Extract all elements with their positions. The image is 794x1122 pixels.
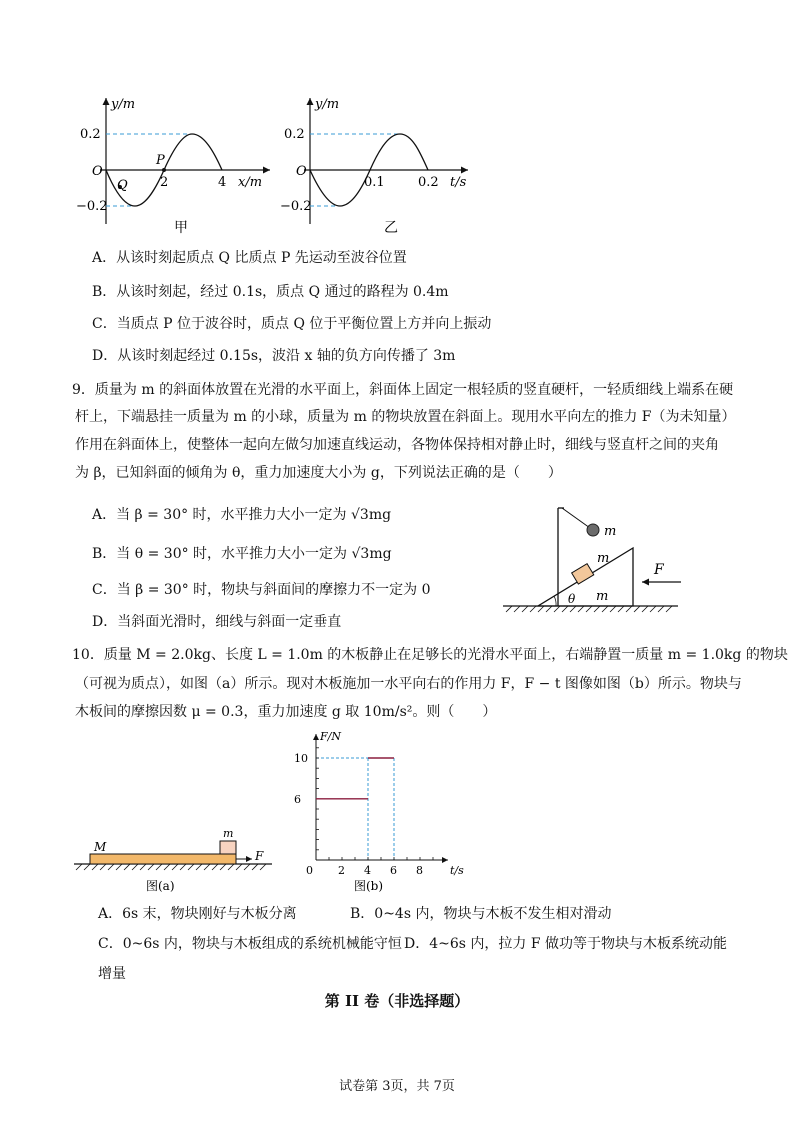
point-q-label: Q: [117, 178, 128, 193]
q10-option-b: B．0~4s 内，物块与木板不发生相对滑动: [350, 906, 612, 922]
y-tick-top: 0.2: [284, 127, 305, 142]
q8-option-c: C．当质点 P 位于波谷时，质点 Q 位于平衡位置上方并向上振动: [92, 316, 492, 332]
y-tick-bottom: −0.2: [280, 199, 312, 214]
q10-option-d-cont: 增量: [98, 966, 126, 982]
q10-stem-line-2: （可视为质点），如图（a）所示。现对木板施加一水平向右的作用力 F，F − t 图像如图（b）所示。物块与: [75, 676, 742, 692]
q9-option-a: A．当 β = 30° 时，水平推力大小一定为 √3mg: [92, 507, 392, 523]
point-p-label: P: [156, 153, 165, 168]
ft-ticks: [294, 748, 433, 877]
x-tick-label: 4: [364, 864, 371, 877]
x-axis-label: t/s: [450, 175, 467, 190]
small-block: [220, 841, 236, 854]
block-label: m: [597, 551, 610, 566]
force-label: F: [255, 849, 264, 863]
x-tick-4: 4: [218, 175, 227, 190]
caption-b: 图(b): [354, 879, 384, 893]
y-axis-label: F/N: [320, 730, 341, 743]
angle-arc: [554, 596, 556, 606]
origin-label: 0: [306, 864, 313, 877]
x-axis-label: x/m: [238, 175, 263, 190]
force-label: F: [654, 562, 664, 578]
q8-option-d: D．从该时刻起经过 0.15s，波沿 x 轴的负方向传播了 3m: [92, 348, 456, 364]
block-label: m: [223, 827, 234, 840]
string: [562, 508, 590, 528]
ground-hatch: [506, 606, 672, 612]
ground-hatch: [76, 864, 266, 870]
caption-yi: 乙: [384, 220, 398, 236]
wedge-label: m: [596, 589, 609, 604]
ft-grid: [316, 758, 394, 860]
ft-series: [316, 758, 394, 799]
x-axis-label: t/s: [450, 864, 464, 877]
graph-jia: [76, 92, 280, 238]
q8-option-a: A．从该时刻起质点 Q 比质点 P 先运动至波谷位置: [92, 250, 407, 266]
ball: [587, 524, 599, 536]
board: [90, 854, 236, 864]
y-axis-label: y/m: [111, 97, 136, 112]
q9-stem-line-4: 为 β，已知斜面的倾角为 θ，重力加速度大小为 g，下列说法正确的是（ ）: [75, 465, 562, 481]
x-tick-0-1: 0.1: [364, 175, 385, 190]
q10-figure-a: [72, 824, 292, 896]
q9-stem-line-3: 作用在斜面体上，使整体一起向左做匀加速直线运动，各物体保持相对静止时，细线与竖直杆之间的夹角: [75, 437, 719, 453]
y-tick-label: 10: [294, 752, 308, 765]
q9-stem-line-1: 9．质量为 m 的斜面体放置在光滑的水平面上，斜面体上固定一根轻质的竖直硬杆，一轻质细线上端系在硬: [72, 382, 734, 398]
caption-a: 图(a): [146, 879, 175, 893]
page-footer: 试卷第 3页，共 7页: [339, 1079, 455, 1094]
q9-option-b: B．当 θ = 30° 时，水平推力大小一定为 √3mg: [92, 546, 392, 562]
q9-option-d: D．当斜面光滑时，细线与斜面一定垂直: [92, 614, 342, 630]
block-on-slope: [572, 564, 594, 584]
section-heading: 第 II 卷（非选择题）: [324, 992, 470, 1010]
x-tick-label: 6: [390, 864, 397, 877]
caption-jia: 甲: [174, 220, 188, 236]
angle-label: θ: [568, 592, 576, 606]
ball-label: m: [604, 524, 617, 539]
q10-option-a: A．6s 末，物块刚好与木板分离: [98, 906, 297, 922]
q10-stem-line-1: 10．质量 M = 2.0kg、长度 L = 1.0m 的木板静止在足够长的光滑水平面上，右端静置一质量 m = 1.0kg 的物块: [72, 647, 788, 663]
q10-option-d: D．4~6s 内，拉力 F 做功等于物块与木板系统动能: [404, 936, 728, 952]
q10-stem-line-3: 木板间的摩擦因数 μ = 0.3，重力加速度 g 取 10m/s²。则（ ）: [75, 704, 497, 720]
q10-figure-b: [290, 728, 470, 898]
origin-label: O: [296, 164, 307, 179]
x-tick-label: 8: [416, 864, 423, 877]
q10-option-c: C．0~6s 内，物块与木板组成的系统机械能守恒: [98, 936, 402, 952]
y-tick-bottom: −0.2: [76, 199, 108, 214]
point-p-dot: [162, 168, 166, 172]
origin-label: O: [92, 164, 103, 179]
q9-stem-line-2: 杆上，下端悬挂一质量为 m 的小球，质量为 m 的物块放置在斜面上。现用水平向左的推力 F（为未知量）: [75, 409, 736, 425]
x-tick-2: 2: [160, 175, 169, 190]
q8-option-b: B．从该时刻起，经过 0.1s，质点 Q 通过的路程为 0.4m: [92, 284, 449, 300]
graph-yi: [280, 92, 484, 238]
x-tick-label: 2: [338, 864, 345, 877]
y-axis-label: y/m: [315, 97, 340, 112]
q9-figure: [498, 500, 688, 625]
q9-option-c: C．当 β = 30° 时，物块与斜面间的摩擦力不一定为 0: [92, 582, 431, 598]
x-tick-0-2: 0.2: [418, 175, 439, 190]
board-label: M: [94, 840, 107, 854]
y-tick-label: 6: [294, 792, 301, 806]
y-tick-top: 0.2: [80, 127, 101, 142]
